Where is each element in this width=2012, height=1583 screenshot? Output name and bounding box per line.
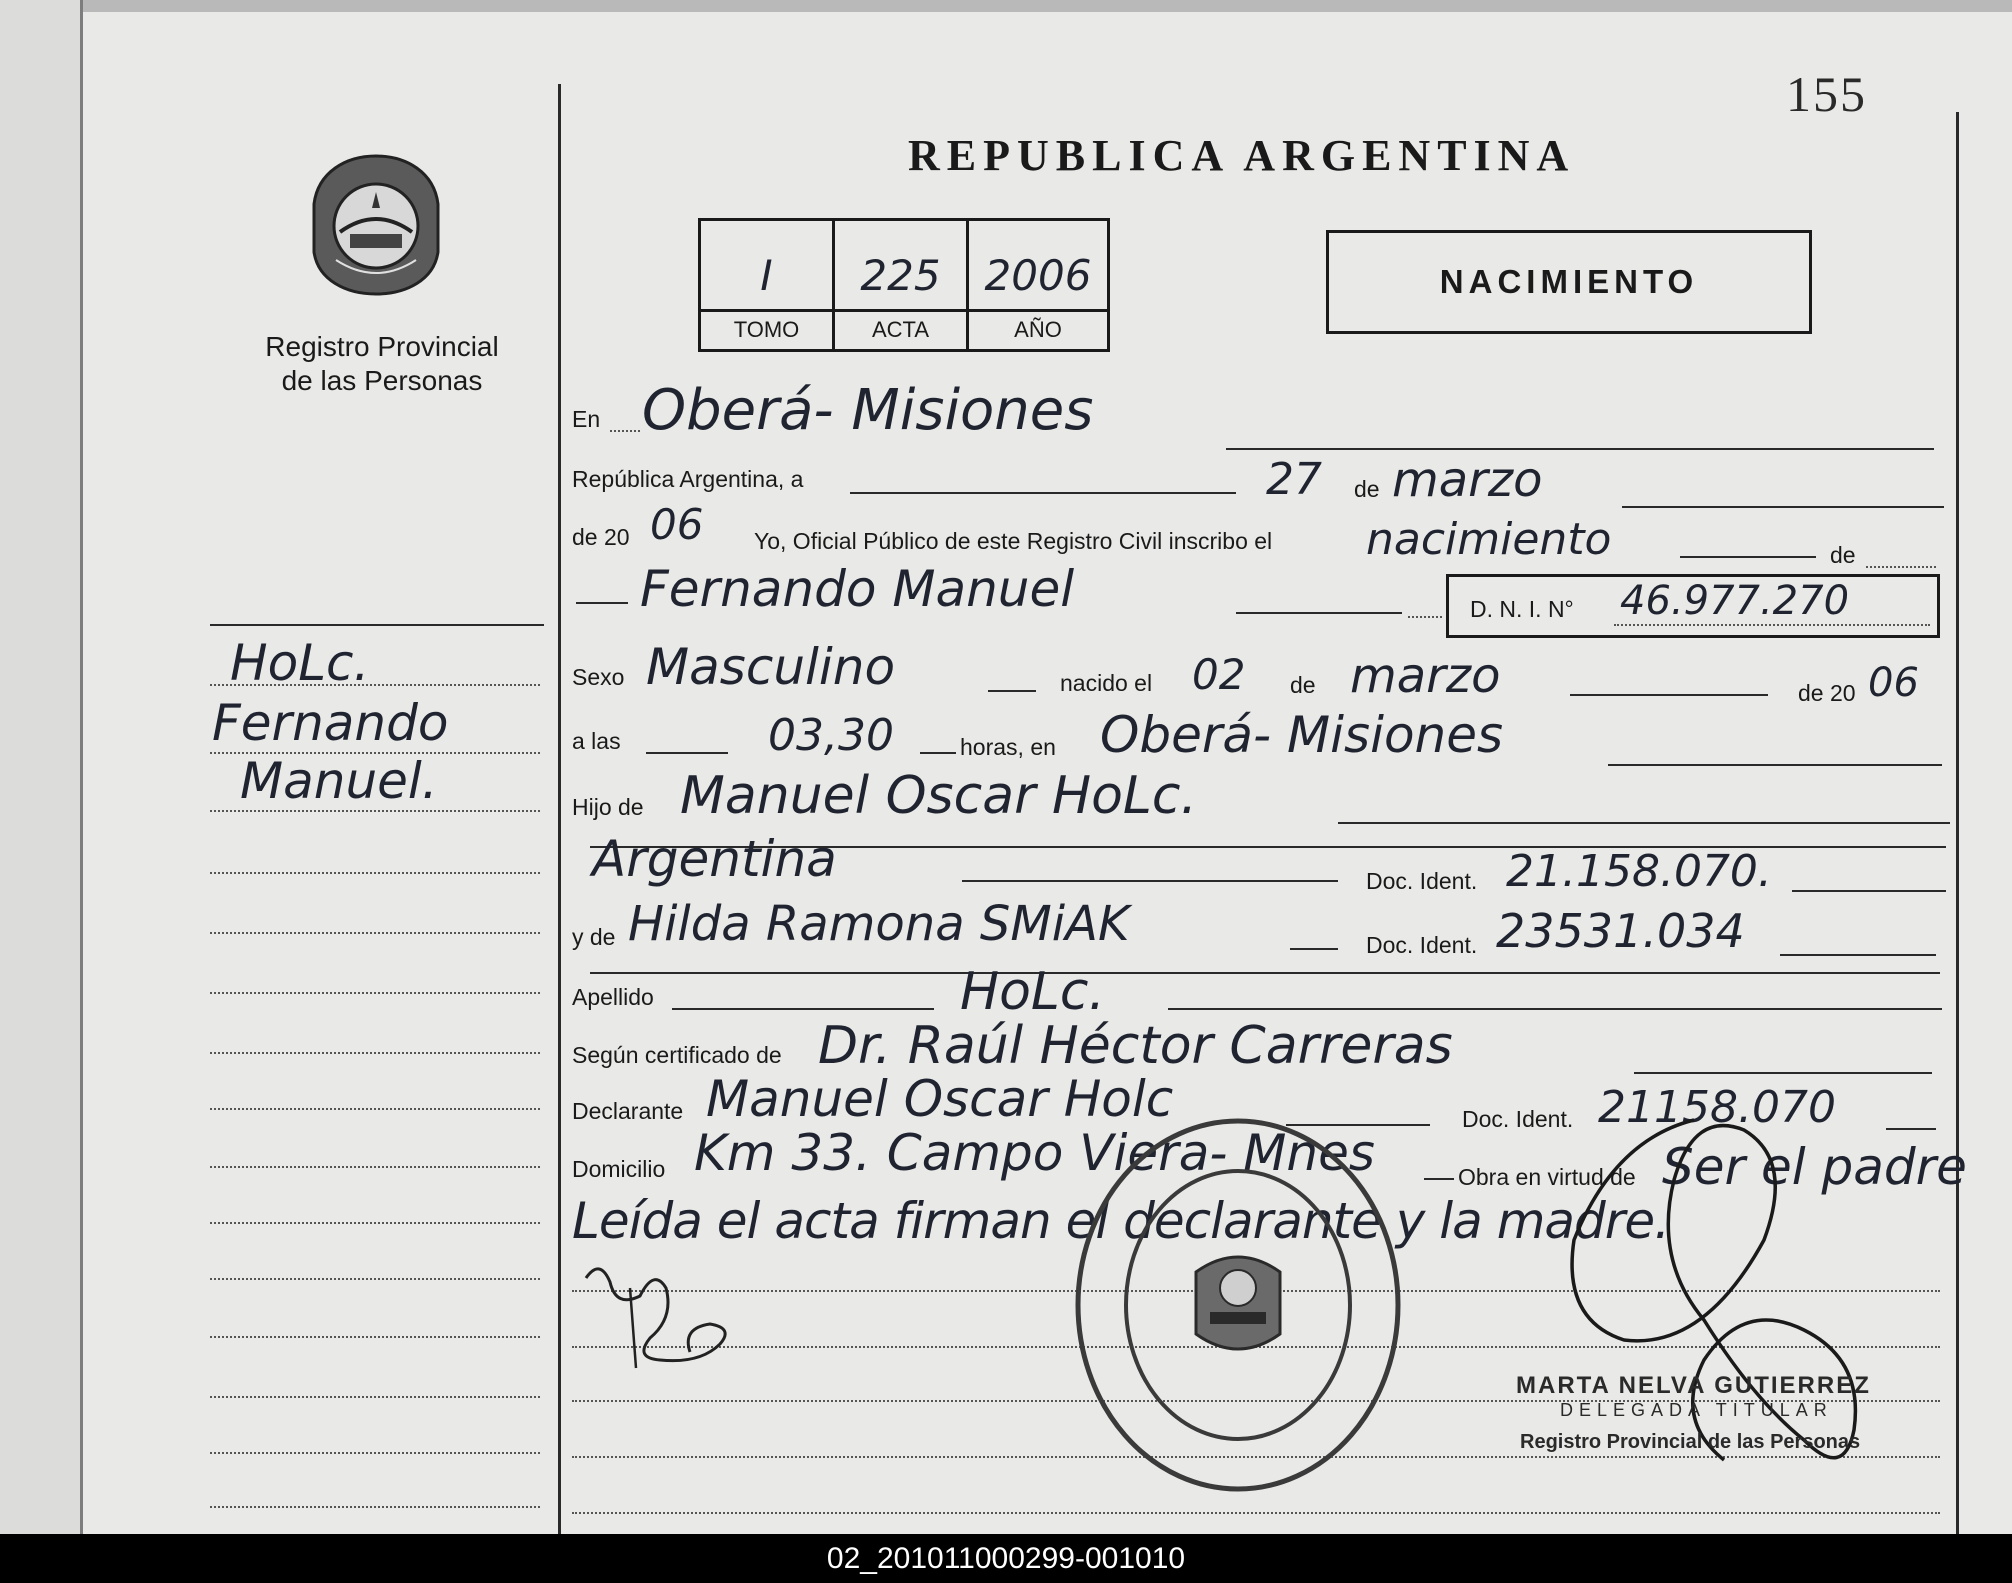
left-page-edge [0,0,80,1534]
declarante-doc-value: 21158.070 [1598,1082,1836,1133]
place-value: Oberá- Misiones [642,378,1094,443]
father-name-value: Manuel Oscar HoLc. [680,766,1198,826]
row-separator [590,972,1940,974]
fill-line [576,602,628,604]
year-prefix-label: de 20 [572,524,630,550]
province-seal-logo [306,152,446,298]
month-value: marzo [1392,452,1543,508]
domicilio-label: Domicilio [572,1156,666,1182]
registry-name [246,330,518,398]
apellido-label: Apellido [572,984,654,1010]
de-label: de [1290,672,1316,698]
margin-line [210,992,540,994]
year-suffix-value: 06 [650,500,704,549]
tomo-acta-ano-box [698,218,1110,352]
binding-spine [80,0,83,1534]
country-title: REPUBLICA ARGENTINA [908,131,1576,180]
apellido-value: HoLc. [960,962,1106,1022]
official-role: DELEGADA TITULAR [1560,1400,1833,1420]
fill-line [1424,1178,1454,1180]
birth-year-suffix-value: 06 [1868,660,1919,706]
segun-label: Según certificado de [572,1042,782,1068]
column-divider [558,84,561,1534]
day-value: 27 [1266,454,1322,505]
mother-name-value: Hilda Ramona SMiAK [628,896,1130,952]
time-value: 03,30 [768,710,894,761]
sexo-label: Sexo [572,664,625,690]
birth-place-value: Oberá- Misiones [1100,706,1504,764]
doc-ident-label: Doc. Ident. [1462,1106,1574,1132]
fill-line [920,752,956,754]
fill-line [1408,616,1442,618]
margin-line [210,1278,540,1280]
registry-name-line2: de las Personas [281,365,483,396]
domicilio-value: Km 33. Campo Viera- Mnes [694,1124,1375,1182]
yde-label: y de [572,924,616,950]
obra-value: Ser el padre [1662,1138,1967,1196]
fill-line [610,430,640,432]
dni-label: D. N. I. N° [1470,596,1574,622]
top-edge-shadow [80,0,2012,12]
doc-ident-label: Doc. Ident. [1366,932,1478,958]
declarante-value: Manuel Oscar Holc [706,1070,1174,1128]
horas-label: horas, en [960,734,1056,760]
margin-middlename: Manuel. [240,752,438,810]
file-id-caption: 02_201011000299-001010 [0,1534,2012,1583]
margin-line [210,1108,540,1110]
page-number: 155 [1786,66,1867,122]
official-signature-block [1516,1372,1871,1454]
fill-line [962,880,1338,882]
declarante-label: Declarante [572,1098,684,1124]
republica-label: República Argentina, a [572,466,804,492]
fill-line [1168,1008,1942,1010]
official-name: MARTA NELVA GUTIERREZ [1516,1372,1871,1399]
ano-label: AÑO [1014,317,1062,342]
en-label: En [572,406,601,432]
child-name-value: Fernando Manuel [640,560,1075,618]
right-border [1956,112,1959,1534]
margin-rule [210,624,544,626]
acta-value: 225 [860,251,941,300]
oficial-statement: Yo, Oficial Público de este Registro Civil inscribo el [754,528,1273,554]
obra-label: Obra en virtud de [1458,1164,1636,1190]
tomo-cell [701,221,835,349]
margin-line [210,872,540,874]
fill-line [1866,566,1936,568]
father-nationality-value: Argentina [592,830,837,888]
act-type-value: nacimiento [1366,514,1612,565]
fill-line [850,492,1236,494]
margin-line [210,1452,540,1454]
fill-line [1338,822,1950,824]
fill-line [1290,948,1338,950]
margin-line [210,1506,540,1508]
margin-line [210,1166,540,1168]
alas-label: a las [572,728,621,754]
margin-line [210,1336,540,1338]
fill-line [1622,506,1944,508]
birth-month-value: marzo [1350,648,1501,704]
margin-line [210,932,540,934]
fill-line [1614,624,1930,626]
ano-cell [969,221,1107,349]
margin-line [210,1396,540,1398]
official-seal-stamp [1070,1112,1406,1498]
fill-line [1226,448,1934,450]
record-type-box: NACIMIENTO [1326,230,1812,334]
fill-line [1780,954,1936,956]
fill-line [646,752,728,754]
sexo-value: Masculino [646,638,896,696]
official-office: Registro Provincial de las Personas [1520,1431,1861,1453]
nacido-label: nacido el [1060,670,1153,696]
fill-line [1634,1072,1932,1074]
fill-line [1608,764,1942,766]
fill-line [672,1008,934,1010]
fill-line [1680,556,1816,558]
fill-line [1792,890,1946,892]
blank-line [572,1512,1940,1514]
birth-year-label: de 20 [1798,680,1856,706]
acta-cell [835,221,969,349]
margin-firstname: Fernando [212,694,449,752]
margin-line [210,1222,540,1224]
fill-line [1886,1128,1936,1130]
mother-doc-value: 23531.034 [1496,904,1745,958]
de-label: de [1354,476,1380,502]
margin-surname: HoLc. [230,634,370,692]
tomo-value: I [760,251,773,300]
declarant-signature [570,1248,750,1378]
fill-line [1236,612,1402,614]
ano-value: 2006 [984,251,1092,300]
dni-value: 46.977.270 [1620,578,1850,624]
father-doc-value: 21.158.070. [1506,846,1772,897]
acta-label: ACTA [871,317,930,342]
closing-text: Leída el acta firman el declarante y la madre. [572,1192,1669,1250]
de-label: de [1830,542,1856,568]
fill-line [1570,694,1768,696]
fill-line [988,690,1036,692]
tomo-label: TOMO [733,317,800,342]
hijo-label: Hijo de [572,794,644,820]
birth-day-value: 02 [1192,650,1246,699]
doc-ident-label: Doc. Ident. [1366,868,1478,894]
registry-name-line1: Registro Provincial [265,331,499,362]
margin-line [210,810,540,812]
doctor-value: Dr. Raúl Héctor Carreras [818,1016,1453,1076]
margin-line [210,1052,540,1054]
